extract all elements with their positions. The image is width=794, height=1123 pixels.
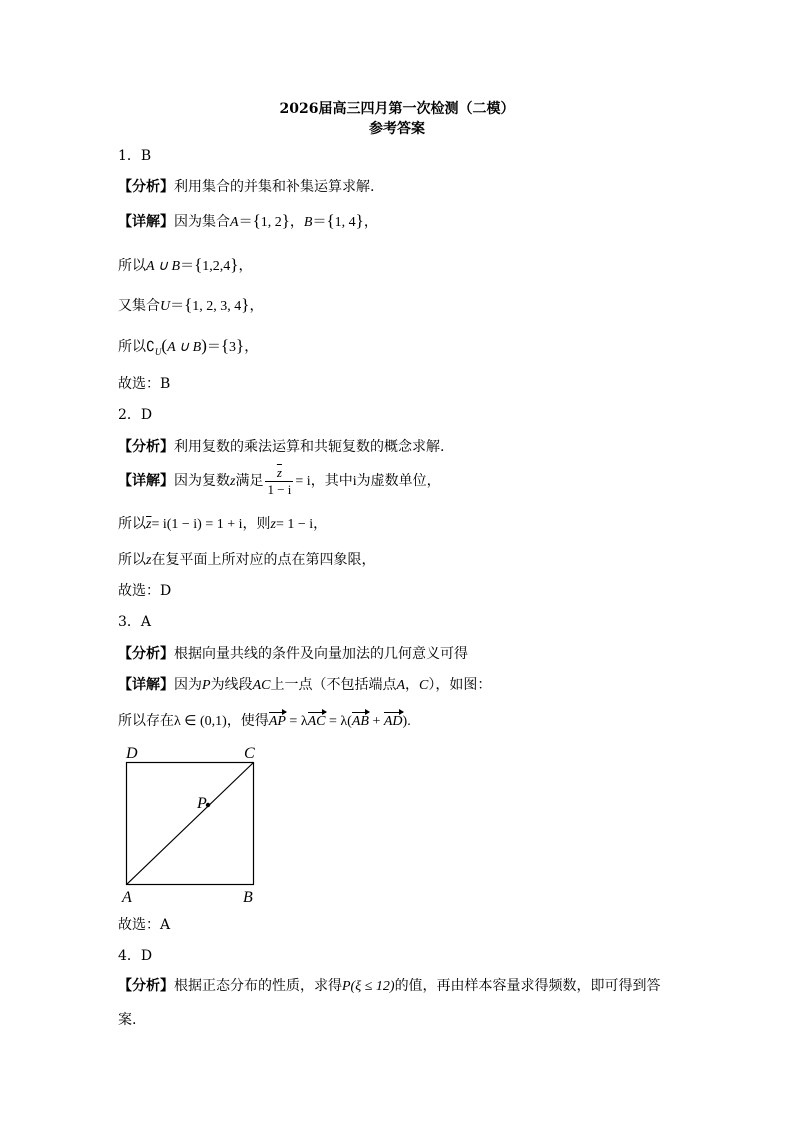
left-brace: {: [184, 295, 193, 314]
q1-union-expr: A ∪ B: [167, 340, 202, 355]
q1-detail-line2: [118, 256, 252, 276]
q2-var-z: z: [230, 474, 236, 489]
q1-equals: ＝: [170, 299, 185, 314]
q3-detail-line1: [118, 676, 491, 695]
q3-l1-text2: 为线段: [210, 677, 253, 693]
complement-symbol: ∁: [146, 340, 155, 355]
q1-comma: ，: [238, 258, 253, 274]
label-a: A: [122, 889, 132, 906]
q3-detail-line2: [118, 712, 411, 731]
vector-ap: AP: [268, 714, 286, 729]
q1-l3-text: 又集合: [118, 298, 160, 314]
q1-analysis-text: 利用集合的并集和补集运算求解.: [174, 179, 375, 195]
q1-analysis: [118, 178, 374, 196]
label-d: D: [126, 745, 138, 762]
q3-l2-text: 所以存在: [118, 713, 174, 729]
q1-number: 1．B: [118, 148, 152, 164]
q3-analysis-tag: 【分析】: [118, 646, 174, 662]
left-brace: {: [252, 211, 261, 230]
right-paren: ): [201, 336, 207, 355]
q2-var-z: z: [270, 517, 276, 532]
label-c: C: [244, 745, 255, 762]
q1-comma: ，: [363, 214, 378, 230]
q1-separator: ，: [289, 214, 304, 230]
q3-detail-tag: 【详解】: [118, 677, 174, 693]
q2-comma: ，: [313, 516, 328, 532]
q4-analysis-text2: 的值，再由样本容量求得频数，即可得到答: [394, 978, 661, 994]
label-p: P: [197, 795, 207, 812]
q2-product-expr: = i(1 − i) = 1 + i: [151, 517, 243, 532]
q3-segment-ac: AC: [252, 678, 271, 693]
vector-ac: AC: [307, 714, 326, 729]
q2-l1-text2: 满足: [235, 473, 264, 489]
q2-detail-line1: [118, 464, 441, 499]
q4-analysis-text: 根据正态分布的性质，求得: [174, 978, 342, 994]
q2-l1-text4: 为虚数单位，: [356, 473, 441, 489]
q3-l1-text: 因为: [174, 677, 202, 693]
q4-probability-expr: P(ξ ≤ 12): [342, 979, 395, 994]
q3-l2-text2: ，使得: [226, 713, 269, 729]
q3-point-c: C: [419, 678, 429, 693]
q3-number: 3．A: [118, 614, 152, 630]
q2-answer: 故选：D: [118, 583, 172, 599]
q1-union-set: 1,2,4: [202, 259, 231, 274]
q1-analysis-tag: 【分析】: [118, 179, 174, 195]
right-brace: }: [241, 295, 250, 314]
q3-equals-lambda-paren: = λ(: [325, 714, 352, 729]
q2-number: 2．D: [118, 407, 153, 423]
right-brace: }: [355, 211, 364, 230]
q3-lambda-range: λ ∈ (0,1): [174, 714, 227, 729]
q2-detail-line3: [118, 551, 375, 570]
q1-detail-tag: 【详解】: [118, 214, 174, 230]
q4-analysis-line1: [118, 977, 661, 996]
complement-subscript: U: [154, 346, 162, 357]
q1-set-b-elements: 1, 4: [334, 215, 356, 230]
q2-l3-text: 所以: [118, 552, 146, 568]
square-diagram: [118, 742, 278, 908]
q3-point-p: P: [202, 678, 211, 693]
q4-analysis-tag: 【分析】: [118, 978, 174, 994]
q1-detail-line1: [118, 212, 378, 232]
q1-answer: 故选：B: [118, 376, 171, 392]
q3-close-paren: ).: [402, 714, 411, 729]
left-paren: (: [161, 336, 168, 355]
fraction-denominator: 1 − i: [267, 481, 292, 497]
q3-comma: ，: [405, 677, 420, 693]
vector-ad: AD: [383, 714, 403, 729]
q2-z-value: = 1 − i: [275, 517, 314, 532]
q4-number: 4．D: [118, 948, 153, 964]
q1-detail-line4: [118, 337, 258, 361]
q1-equals: ＝: [238, 215, 253, 230]
q2-fraction: [265, 465, 293, 498]
q2-imag-unit: i: [352, 474, 357, 489]
diagonal-ac: [127, 763, 254, 885]
right-brace: }: [236, 336, 245, 355]
q3-point-a: A: [396, 678, 406, 693]
label-b: B: [243, 889, 253, 906]
right-brace: }: [230, 255, 239, 274]
q3-plus: +: [368, 714, 384, 729]
q1-equals: ＝: [312, 215, 327, 230]
q1-equals: ＝: [206, 340, 221, 355]
q2-l2-text2: ，则: [242, 516, 271, 532]
page-subtitle: 参考答案: [369, 121, 425, 137]
right-brace: }: [281, 211, 290, 230]
q1-universal-symbol: U: [160, 299, 171, 314]
q1-universal-set: 1, 2, 3, 4: [192, 299, 242, 314]
q1-comma: ，: [249, 298, 264, 314]
q3-l1-text3: 上一点（不包括端点: [270, 677, 397, 693]
q1-union-expr: A ∪ B: [146, 259, 181, 274]
q1-comma: ，: [244, 339, 259, 355]
q2-equals-i: = i: [295, 474, 311, 489]
q2-analysis: [118, 438, 444, 456]
q3-analysis-text: 根据向量共线的条件及向量加法的几何意义可得: [174, 646, 468, 662]
q1-equals: ＝: [180, 259, 195, 274]
q2-analysis-tag: 【分析】: [118, 439, 174, 455]
q2-l1-text: 因为复数: [174, 473, 230, 489]
q2-var-z: z: [146, 553, 152, 568]
page-title: 2026届高三四月第一次检测（二模）: [279, 101, 515, 117]
q2-analysis-text: 利用复数的乘法运算和共轭复数的概念求解.: [174, 439, 445, 455]
q2-l3-text2: 在复平面上所对应的点在第四象限，: [151, 552, 376, 568]
left-brace: {: [194, 255, 203, 274]
left-brace: {: [220, 336, 230, 355]
q2-l2-text: 所以: [118, 516, 146, 532]
q2-detail-tag: 【详解】: [118, 473, 174, 489]
left-brace: {: [326, 211, 335, 230]
q1-detail-line3: [118, 296, 263, 316]
q1-set-a-symbol: A: [230, 215, 239, 230]
fraction-numerator: $\overline{z}$: [265, 465, 293, 482]
q3-analysis: [118, 645, 468, 663]
q1-l4-text: 所以: [118, 339, 146, 355]
q4-analysis-line2: 案.: [118, 1012, 137, 1028]
q3-answer: 故选：A: [118, 917, 171, 933]
q1-set-a-elements: 1, 2: [260, 215, 282, 230]
q3-l1-text4: ），如图：: [428, 677, 492, 693]
q2-l1-text3: ，其中: [310, 473, 353, 489]
q2-detail-line2: [118, 515, 327, 534]
vector-ab: AB: [351, 714, 369, 729]
q3-equals-lambda: = λ: [285, 714, 308, 729]
q2-z-conjugate: $\overline{z}$: [146, 517, 152, 532]
q1-l1-text: 因为集合: [174, 214, 230, 230]
q1-l2-text: 所以: [118, 258, 146, 274]
q1-complement-set: 3: [229, 340, 237, 355]
q1-set-b-symbol: B: [303, 215, 313, 230]
